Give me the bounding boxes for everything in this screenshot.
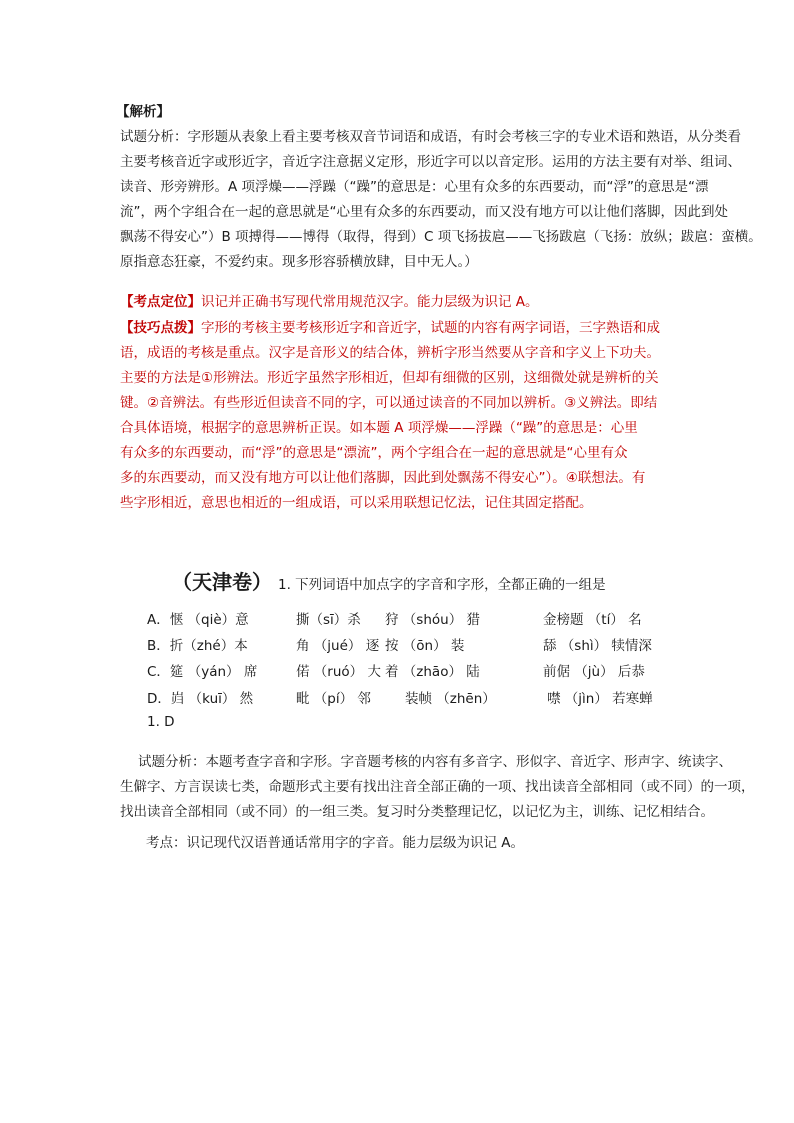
jiqiao-line: 合具体语境，根据字的意思辨析正误。如本题 A 项浮燥——浮躁（“躁”的意思是：心里: [120, 420, 638, 436]
option-item: B．折（zhé）本: [147, 638, 248, 654]
explain-kaodian-text: 考点：识记现代汉语普通话常用字的字音。能力层级为识记 A。: [146, 835, 525, 851]
explain-section: [138, 750, 732, 775]
jiqiao-line: 多的东西要动，而又没有地方可以让他们落脚，因此到处飘荡不得安心”）。④联想法。有: [120, 470, 646, 486]
analysis-title: 【解析】: [116, 104, 170, 120]
explain-section-cont: [120, 775, 755, 825]
option-item: 角 （jué） 逐: [296, 638, 380, 654]
option-item: 着 （zhāo） 陆: [385, 664, 480, 680]
jiqiao-line: 语，成语的考核是重点。汉字是音形义的结合体，辨析字形当然要从字音和字义上下功夫。: [120, 345, 660, 361]
jiqiao-line: 主要的方法是①形辨法。形近字虽然字形相近，但却有细微的区别，这细微处就是辨析的关: [120, 370, 659, 386]
kaodian-text: 识记并正确书写现代常用规范汉字。能力层级为识记 A。: [201, 294, 539, 310]
option-item: 噤 （jìn） 若寒蝉: [547, 691, 653, 707]
jiqiao-section: [120, 316, 676, 516]
explain-line: 试题分析：本题考查字音和字形。字音题考核的内容有多音字、形似字、音近字、形声字、统读字、: [138, 754, 732, 770]
explain-kaodian: [146, 831, 702, 856]
option-item: 金榜题 （tí） 名: [543, 612, 642, 628]
jiqiao-line: 些字形相近，意思也相近的一组成语，可以采用联想记忆法，记住其固定搭配。: [120, 495, 593, 511]
jiqiao-first-line: 字形的考核主要考核形近字和音近字，试题的内容有两字词语，三字熟语和成: [201, 320, 660, 336]
analysis-section: [116, 100, 762, 275]
option-item: 按 （ōn） 装: [385, 638, 465, 654]
option-item: C．筵 （yán） 席: [147, 664, 258, 680]
question-stem: 1. 下列词语中加点字的字音和字形，全都正确的一组是: [278, 577, 606, 593]
kaodian-section: [120, 290, 676, 315]
analysis-line: 试题分析：字形题从表象上看主要考核双音节词语和成语，有时会考核三字的专业术语和熟语，从分类看: [120, 129, 741, 145]
option-item: 前倨 （jù） 后恭: [543, 664, 645, 680]
analysis-line: 流”，两个字组合在一起的意思就是“心里有众多的东西要动，而又没有地方可以让他们落脚，因此到处: [120, 204, 728, 220]
analysis-line: 主要考核音近字或形近字，音近字注意据义定形，形近字可以以音定形。运用的方法主要有对举、组词、: [120, 154, 741, 170]
jiqiao-label: 【技巧点拨】: [120, 320, 201, 336]
explain-line: 生僻字、方言误读七类，命题形式主要有找出注音全部正确的一项、找出读音全部相同（或不同）的一项，: [120, 779, 755, 795]
explain-line: 找出读音全部相同（或不同）的一组三类。复习时分类整理记忆，以记忆为主，训练、记忆相结合。: [120, 804, 714, 820]
option-item: 装帧 （zhēn）: [405, 691, 496, 707]
question-heading: [172, 566, 606, 595]
option-item: 舔 （shì） 犊情深: [543, 638, 652, 654]
option-item: 撕（sī）杀: [296, 612, 361, 628]
analysis-line: 飘荡不得安心”）B 项搏得——博得（取得，得到）C 项飞扬拔扈——飞扬跋扈（飞扬：放纵；跋扈：蛮横。: [120, 229, 762, 245]
answer: 1. D: [147, 714, 175, 730]
jiqiao-line: 键。②音辨法。有些形近但读音不同的字，可以通过读音的不同加以辨析。③义辨法。即结: [120, 395, 658, 411]
option-item: 偌 （ruó） 大: [296, 664, 381, 680]
option-item: D．岿 （kuī） 然: [147, 691, 254, 707]
analysis-line: 原指意态狂豪，不爱约束。现多形容骄横放肆，目中无人。）: [120, 254, 478, 270]
analysis-line: 读音、形旁辨形。A 项浮燥——浮躁（“躁”的意思是：心里有众多的东西要动，而“浮”的意思是“漂: [120, 179, 709, 195]
option-item: 狩 （shóu） 猎: [385, 612, 480, 628]
kaodian-label: 【考点定位】: [120, 294, 201, 310]
option-item: A．惬 （qiè）意: [147, 612, 249, 628]
jiqiao-line: 有众多的东西要动，而“浮”的意思是“漂流”，两个字组合在一起的意思就是“心里有众: [120, 445, 628, 461]
option-item: 毗 （pí） 邻: [296, 691, 371, 707]
region-title: （天津卷）: [172, 570, 272, 594]
